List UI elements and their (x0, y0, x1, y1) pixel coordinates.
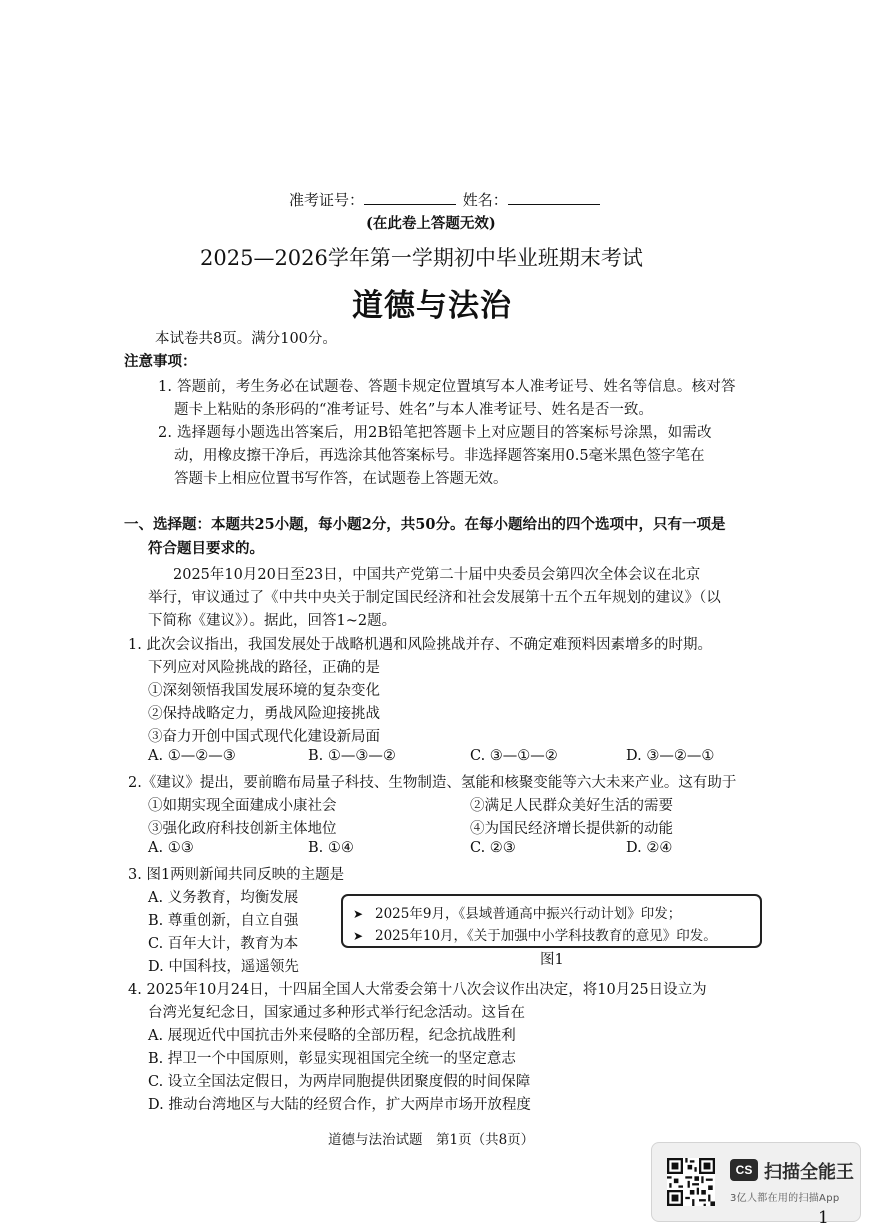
subject-title: 道德与法治 (352, 288, 512, 324)
q1-option-d[interactable]: D. ③—②—① (626, 748, 715, 764)
q3-option-a[interactable]: A. 义务教育，均衡发展 (148, 890, 299, 906)
exam-id-blank (364, 191, 456, 205)
q2-item: ④为国民经济增长提供新的动能 (470, 821, 673, 837)
q1-item: ①深刻领悟我国发展环境的复杂变化 (148, 683, 380, 699)
cs-logo-icon: CS (730, 1159, 758, 1181)
question-1-stem-cont: 下列应对风险挑战的路径，正确的是 (148, 660, 380, 676)
q1-item: ②保持战略定力，勇战风险迎接挑战 (148, 706, 380, 722)
q2-option-b[interactable]: B. ①④ (308, 840, 354, 856)
name-label: 姓名： (462, 191, 508, 209)
q2-option-a[interactable]: A. ①③ (148, 840, 194, 856)
question-1-stem: 1. 此次会议指出，我国发展处于战略机遇和风险挑战并存、不确定难预料因素增多的时期。 (128, 637, 712, 653)
q3-option-d[interactable]: D. 中国科技，遥遥领先 (148, 959, 299, 975)
instruction-line: 2. 选择题每小题选出答案后，用2B铅笔把答题卡上对应题目的答案标号涂黑，如需改 (158, 425, 712, 441)
q4-option-a[interactable]: A. 展现近代中国抗击外来侵略的全部历程，纪念抗战胜利 (148, 1028, 516, 1044)
q4-option-b[interactable]: B. 捍卫一个中国原则，彰显实现祖国完全统一的坚定意志 (148, 1051, 516, 1067)
exam-title: 2025—2026学年第一学期初中毕业班期末考试 (200, 246, 643, 270)
news-text: 2025年10月，《关于加强中小学科技教育的意见》印发。 (375, 928, 717, 944)
arrow-bullet-icon: ➤ (353, 929, 364, 943)
question-4-stem: 4. 2025年10月24日，十四届全国人大常委会第十八次会议作出决定，将10月25日设立为 (128, 982, 707, 998)
instructions-heading: 注意事项： (124, 353, 197, 370)
app-name: 扫描全能王 (764, 1162, 854, 1183)
q2-option-d[interactable]: D. ②④ (626, 840, 673, 856)
instruction-line: 动，用橡皮擦干净后，再选涂其他答案标号。非选择题答案用0.5毫米黑色签字笔在 (174, 448, 705, 464)
q4-option-c[interactable]: C. 设立全国法定假日，为两岸同胞提供团聚度假的时间保障 (148, 1074, 531, 1090)
figure-1-caption: 图1 (540, 952, 564, 968)
news-item (353, 902, 681, 922)
app-tagline: 3亿人都在用的扫描App (730, 1193, 840, 1204)
figure-1-news-box (341, 894, 762, 948)
material-line: 2025年10月20日至23日，中国共产党第二十届中央委员会第四次全体会议在北京 (173, 567, 701, 583)
q2-option-c[interactable]: C. ②③ (470, 840, 516, 856)
material-line: 下简称《建议》）。据此，回答1~2题。 (148, 613, 397, 629)
arrow-bullet-icon: ➤ (353, 907, 364, 921)
instruction-line: 1. 答题前，考生务必在试题卷、答题卡规定位置填写本人准考证号、姓名等信息。核对答 (158, 379, 736, 395)
q2-item: ②满足人民群众美好生活的需要 (470, 798, 673, 814)
scanner-watermark (651, 1142, 861, 1222)
news-item (353, 924, 717, 944)
exam-id-field (289, 189, 600, 210)
q3-option-b[interactable]: B. 尊重创新，自立自强 (148, 913, 299, 929)
q1-option-a[interactable]: A. ①—②—③ (148, 748, 236, 764)
material-line: 举行，审议通过了《中共中央关于制定国民经济和社会发展第十五个五年规划的建议》（以 (148, 590, 721, 606)
page-footer: 道德与法治试题 第1页（共8页） (328, 1132, 535, 1148)
question-4-stem-cont: 台湾光复纪念日，国家通过多种形式举行纪念活动。这旨在 (148, 1005, 525, 1021)
q2-item: ③强化政府科技创新主体地位 (148, 821, 337, 837)
section-heading: 一、选择题：本题共25小题，每小题2分，共50分。在每小题给出的四个选项中，只有一项是 (124, 516, 726, 533)
q3-option-c[interactable]: C. 百年大计，教育为本 (148, 936, 299, 952)
q1-option-c[interactable]: C. ③—①—② (470, 748, 558, 764)
q1-item: ③奋力开创中国式现代化建设新局面 (148, 729, 380, 745)
q2-item: ①如期实现全面建成小康社会 (148, 798, 337, 814)
instruction-line: 题卡上粘贴的条形码的“准考证号、姓名”与本人准考证号、姓名是否一致。 (174, 402, 653, 418)
instruction-line: 答题卡上相应位置书写作答，在试题卷上答题无效。 (174, 471, 508, 487)
invalid-notice: (在此卷上答题无效) (366, 215, 496, 232)
question-2-stem: 2.《建议》提出，要前瞻布局量子科技、生物制造、氢能和核聚变能等六大未来产业。这有助于 (128, 775, 737, 791)
q4-option-d[interactable]: D. 推动台湾地区与大陆的经贸合作，扩大两岸市场开放程度 (148, 1097, 531, 1113)
news-text: 2025年9月，《县域普通高中振兴行动计划》印发； (375, 906, 682, 922)
corner-page-number: 1 (818, 1208, 829, 1228)
qr-code-icon (667, 1158, 715, 1206)
section-heading-cont: 符合题目要求的。 (148, 540, 264, 557)
question-3-stem: 3. 图1两则新闻共同反映的主题是 (128, 867, 345, 883)
exam-id-label: 准考证号： (289, 191, 365, 209)
q1-option-b[interactable]: B. ①—③—② (308, 748, 396, 764)
name-blank (508, 191, 600, 205)
page-count-info: 本试卷共8页。满分100分。 (155, 331, 337, 347)
